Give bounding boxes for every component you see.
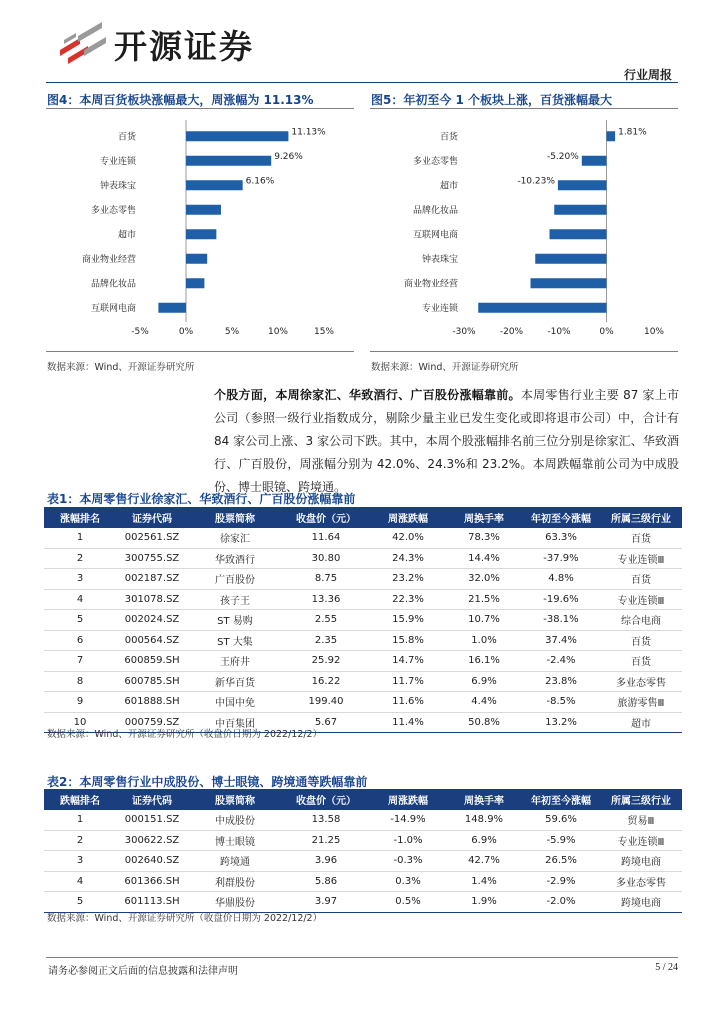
table-cell: 多业态零售	[600, 671, 682, 692]
table-cell: -8.5%	[522, 692, 600, 713]
tick-label-3: 10%	[267, 327, 289, 337]
table-cell: 5	[44, 892, 116, 913]
logo-text: 开源证券	[114, 27, 254, 66]
table-cell: 16.1%	[446, 651, 522, 672]
table-cell: 7	[44, 651, 116, 672]
table-cell: 1.0%	[446, 630, 522, 651]
table-cell: 37.4%	[522, 630, 600, 651]
table-cell: 23.8%	[522, 671, 600, 692]
bar-7	[478, 303, 606, 313]
table-cell: 0.3%	[370, 871, 446, 892]
table-cell: 新华百货	[188, 671, 282, 692]
table-cell: -19.6%	[522, 589, 600, 610]
value-label-1: -5.20%	[546, 151, 579, 162]
table-cell: 13.58	[282, 810, 370, 830]
table-row	[44, 851, 682, 872]
category-label-4: 超市	[117, 230, 136, 241]
category-label-5: 商业物业经营	[81, 254, 136, 265]
table1	[44, 507, 682, 733]
table1-title: 表1：本周零售行业徐家汇、华致酒行、广百股份涨幅靠前	[47, 492, 356, 506]
category-label-4: 互联网电商	[412, 230, 458, 241]
bar-3	[186, 205, 221, 215]
table-cell: 1	[44, 810, 116, 830]
table-cell: 跨境通	[188, 851, 282, 872]
table-row	[44, 548, 682, 569]
bar-4	[186, 229, 216, 239]
bar-5	[535, 254, 606, 264]
bar-1	[186, 156, 271, 166]
figure4-source: 数据来源：Wind、开源证券研究所	[47, 362, 195, 373]
table-cell: 4	[44, 871, 116, 892]
table-cell: 000564.SZ	[116, 630, 188, 651]
table1-source: 数据来源：Wind、开源证券研究所（收盘价日期为 2022/12/2）	[47, 729, 323, 740]
table-row	[44, 671, 682, 692]
table-cell: 10	[44, 712, 116, 733]
table-cell: 6.9%	[446, 671, 522, 692]
value-label-0: 11.13%	[291, 127, 326, 138]
paragraph-body: 本周零售行业主要 87 家上市公司（参照一级行业指数成分，剔除少量主业已发生变化或即将退市公司）中，合计有 84 家公司上涨、3 家公司下跌。其中，本周个股涨幅排名前三位分别是徐家汇、华致酒行、广百股份，周涨幅分别为 42.0%、24.3%和 23.2%。本周跌幅靠前公司为中成股份、博士眼镜、跨境通。	[214, 388, 679, 494]
table-cell: 3.96	[282, 851, 370, 872]
table-row	[44, 892, 682, 913]
table-cell: 199.40	[282, 692, 370, 713]
category-label-3: 多业态零售	[90, 205, 136, 216]
table2-title: 表2：本周零售行业中成股份、博士眼镜、跨境通等跌幅靠前	[47, 775, 368, 789]
category-label-5: 钟表珠宝	[421, 254, 458, 265]
table-cell: 贸易Ⅲ	[600, 810, 682, 830]
bar-4	[550, 229, 607, 239]
table-cell: 4.8%	[522, 569, 600, 590]
table-cell: 华致酒行	[188, 548, 282, 569]
table-row	[44, 830, 682, 851]
table1-header-6: 年初至今涨幅	[522, 507, 600, 528]
table-cell: 1.9%	[446, 892, 522, 913]
table1-header-0: 涨幅排名	[44, 507, 116, 528]
table-cell: 6.9%	[446, 830, 522, 851]
table-cell: 24.3%	[370, 548, 446, 569]
table-cell: 博士眼镜	[188, 830, 282, 851]
table-cell: 超市	[600, 712, 682, 733]
bar-7	[158, 303, 186, 313]
value-label-2: 6.16%	[245, 176, 275, 187]
category-label-7: 互联网电商	[90, 303, 136, 314]
table2-header-1: 证券代码	[116, 789, 188, 810]
table-cell: 600785.SH	[116, 671, 188, 692]
table-cell: 002187.SZ	[116, 569, 188, 590]
figure4-chart	[46, 118, 356, 346]
table-cell: -5.9%	[522, 830, 600, 851]
table-cell: 21.25	[282, 830, 370, 851]
table-cell: 中成股份	[188, 810, 282, 830]
tick-label-2: -10%	[547, 327, 571, 337]
table-cell: 0.5%	[370, 892, 446, 913]
value-label-1: 9.26%	[274, 151, 303, 162]
category-label-0: 百货	[117, 132, 136, 143]
table-cell: 601888.SH	[116, 692, 188, 713]
table-cell: 13.36	[282, 589, 370, 610]
table-cell: 1.4%	[446, 871, 522, 892]
table-cell: 16.22	[282, 671, 370, 692]
table-cell: 3	[44, 569, 116, 590]
tick-label-0: -30%	[452, 327, 476, 337]
table-cell: 5.67	[282, 712, 370, 733]
bar-2	[186, 180, 243, 190]
table-cell: 32.0%	[446, 569, 522, 590]
table-cell: 百货	[600, 630, 682, 651]
bar-5	[186, 254, 207, 264]
table-cell: 3	[44, 851, 116, 872]
table-row	[44, 871, 682, 892]
table-cell: ST 大集	[188, 630, 282, 651]
table-cell: -2.0%	[522, 892, 600, 913]
table2-source: 数据来源：Wind、开源证券研究所（收盘价日期为 2022/12/2）	[47, 913, 323, 924]
page-number: 5 / 24	[655, 962, 678, 973]
table-cell: 广百股份	[188, 569, 282, 590]
table-cell: 百货	[600, 651, 682, 672]
table-cell: 000759.SZ	[116, 712, 188, 733]
table-cell: 30.80	[282, 548, 370, 569]
table2-header-5: 周换手率	[446, 789, 522, 810]
category-label-1: 多业态零售	[412, 156, 458, 167]
table2-header-0: 跌幅排名	[44, 789, 116, 810]
table-cell: 8.75	[282, 569, 370, 590]
table-row	[44, 528, 682, 548]
table-cell: 华鼎股份	[188, 892, 282, 913]
header-divider	[46, 82, 678, 83]
category-label-1: 专业连锁	[99, 156, 136, 167]
table-cell: 002024.SZ	[116, 610, 188, 631]
table-cell: 跨境电商	[600, 851, 682, 872]
table-cell: 300755.SZ	[116, 548, 188, 569]
table-cell: 42.0%	[370, 528, 446, 548]
table-cell: 14.7%	[370, 651, 446, 672]
figure4-divider	[46, 108, 354, 109]
table-cell: 2.35	[282, 630, 370, 651]
table-cell: 601113.SH	[116, 892, 188, 913]
table-cell: ST 易购	[188, 610, 282, 631]
tick-label-2: 5%	[224, 327, 240, 337]
table-cell: 11.64	[282, 528, 370, 548]
table-cell: 50.8%	[446, 712, 522, 733]
tick-label-0: -5%	[131, 327, 149, 337]
tick-label-4: 15%	[313, 327, 335, 337]
table1-header-1: 证券代码	[116, 507, 188, 528]
figure5-chart	[370, 118, 680, 346]
table-cell: 78.3%	[446, 528, 522, 548]
footer-disclaimer: 请务必参阅正文后面的信息披露和法律声明	[48, 966, 238, 977]
table-cell: 5.86	[282, 871, 370, 892]
bar-1	[582, 156, 607, 166]
tick-label-3: 0%	[599, 327, 614, 337]
table-cell: 21.5%	[446, 589, 522, 610]
table-cell: 148.9%	[446, 810, 522, 830]
category-label-6: 商业物业经营	[403, 279, 458, 290]
table-row	[44, 630, 682, 651]
table1-header-5: 周换手率	[446, 507, 522, 528]
table1-header-3: 收盘价（元）	[282, 507, 370, 528]
figure5-title: 图5：年初至今 1 个板块上涨，百货涨幅最大	[371, 93, 613, 107]
table-cell: 002640.SZ	[116, 851, 188, 872]
table-cell: 10.7%	[446, 610, 522, 631]
table-cell: 综合电商	[600, 610, 682, 631]
table-cell: 000151.SZ	[116, 810, 188, 830]
bar-0	[607, 131, 616, 141]
table-cell: 300622.SZ	[116, 830, 188, 851]
table-cell: 旅游零售Ⅲ	[600, 692, 682, 713]
analysis-paragraph	[214, 384, 679, 499]
table-cell: 徐家汇	[188, 528, 282, 548]
table1-header-2: 股票简称	[188, 507, 282, 528]
table-cell: -0.3%	[370, 851, 446, 872]
category-label-0: 百货	[439, 132, 458, 143]
table-cell: 4.4%	[446, 692, 522, 713]
figure5-source: 数据来源：Wind、开源证券研究所	[371, 362, 519, 373]
table2-header-6: 年初至今涨幅	[522, 789, 600, 810]
table-cell: 2	[44, 830, 116, 851]
table-cell: 42.7%	[446, 851, 522, 872]
table-cell: 15.8%	[370, 630, 446, 651]
table-cell: 9	[44, 692, 116, 713]
bar-6	[186, 278, 204, 288]
table-cell: 中国中免	[188, 692, 282, 713]
report-type: 行业周报	[623, 68, 672, 82]
bar-0	[186, 131, 288, 141]
table-cell: 专业连锁Ⅲ	[600, 548, 682, 569]
table-cell: 13.2%	[522, 712, 600, 733]
table-cell: 6	[44, 630, 116, 651]
table-cell: 14.4%	[446, 548, 522, 569]
category-label-7: 专业连锁	[421, 303, 458, 314]
tick-label-1: -20%	[499, 327, 524, 337]
value-label-0: 1.81%	[618, 127, 647, 138]
table-cell: 8	[44, 671, 116, 692]
footer-divider	[46, 957, 678, 958]
category-label-6: 品牌化妆品	[90, 279, 136, 290]
table-cell: 23.2%	[370, 569, 446, 590]
table-cell: 59.6%	[522, 810, 600, 830]
table1-header-4: 周涨跌幅	[370, 507, 446, 528]
table-cell: -2.9%	[522, 871, 600, 892]
table2-header-3: 收盘价（元）	[282, 789, 370, 810]
category-label-3: 品牌化妆品	[412, 205, 458, 216]
table-cell: 601366.SH	[116, 871, 188, 892]
table-cell: 11.6%	[370, 692, 446, 713]
table-row	[44, 589, 682, 610]
table-cell: 百货	[600, 569, 682, 590]
table-cell: 11.7%	[370, 671, 446, 692]
table-cell: -38.1%	[522, 610, 600, 631]
table-cell: 多业态零售	[600, 871, 682, 892]
logo-icon	[58, 22, 108, 64]
bar-2	[558, 180, 607, 190]
bar-6	[531, 278, 607, 288]
table-cell: -1.0%	[370, 830, 446, 851]
table-cell: -14.9%	[370, 810, 446, 830]
table-cell: 王府井	[188, 651, 282, 672]
table-cell: 跨境电商	[600, 892, 682, 913]
value-label-2: -10.23%	[517, 176, 555, 187]
table-row	[44, 610, 682, 631]
table-cell: 4	[44, 589, 116, 610]
table-row	[44, 569, 682, 590]
table1-header-7: 所属三级行业	[600, 507, 682, 528]
table-row	[44, 810, 682, 830]
table-cell: 孩子王	[188, 589, 282, 610]
table-cell: 301078.SZ	[116, 589, 188, 610]
table-cell: 百货	[600, 528, 682, 548]
table-cell: 25.92	[282, 651, 370, 672]
figure4-bottom-divider	[46, 351, 354, 352]
paragraph-lead: 个股方面，本周徐家汇、华致酒行、广百股份涨幅靠前。	[214, 388, 521, 402]
table-cell: 1	[44, 528, 116, 548]
tick-label-1: 0%	[178, 327, 194, 337]
table2-header-2: 股票简称	[188, 789, 282, 810]
figure4-title: 图4：本周百货板块涨幅最大，周涨幅为 11.13%	[47, 93, 314, 107]
table-row	[44, 651, 682, 672]
table-cell: 2.55	[282, 610, 370, 631]
table-cell: 22.3%	[370, 589, 446, 610]
table-cell: 利群股份	[188, 871, 282, 892]
category-label-2: 超市	[439, 181, 458, 192]
table-cell: 中百集团	[188, 712, 282, 733]
table-cell: 专业连锁Ⅲ	[600, 830, 682, 851]
table-row	[44, 692, 682, 713]
table-cell: 600859.SH	[116, 651, 188, 672]
table-cell: 15.9%	[370, 610, 446, 631]
bar-3	[554, 205, 606, 215]
table-cell: -2.4%	[522, 651, 600, 672]
table-cell: 5	[44, 610, 116, 631]
table-cell: 26.5%	[522, 851, 600, 872]
figure5-bottom-divider	[370, 351, 678, 352]
figure5-divider	[370, 108, 678, 109]
category-label-2: 钟表珠宝	[99, 181, 136, 192]
table2	[44, 789, 682, 913]
table2-header-4: 周涨跌幅	[370, 789, 446, 810]
table-cell: 63.3%	[522, 528, 600, 548]
tick-label-4: 10%	[643, 327, 665, 337]
table-cell: 3.97	[282, 892, 370, 913]
table-cell: 专业连锁Ⅲ	[600, 589, 682, 610]
table-cell: -37.9%	[522, 548, 600, 569]
table2-header-7: 所属三级行业	[600, 789, 682, 810]
table-cell: 002561.SZ	[116, 528, 188, 548]
table-cell: 2	[44, 548, 116, 569]
table-cell: 11.4%	[370, 712, 446, 733]
